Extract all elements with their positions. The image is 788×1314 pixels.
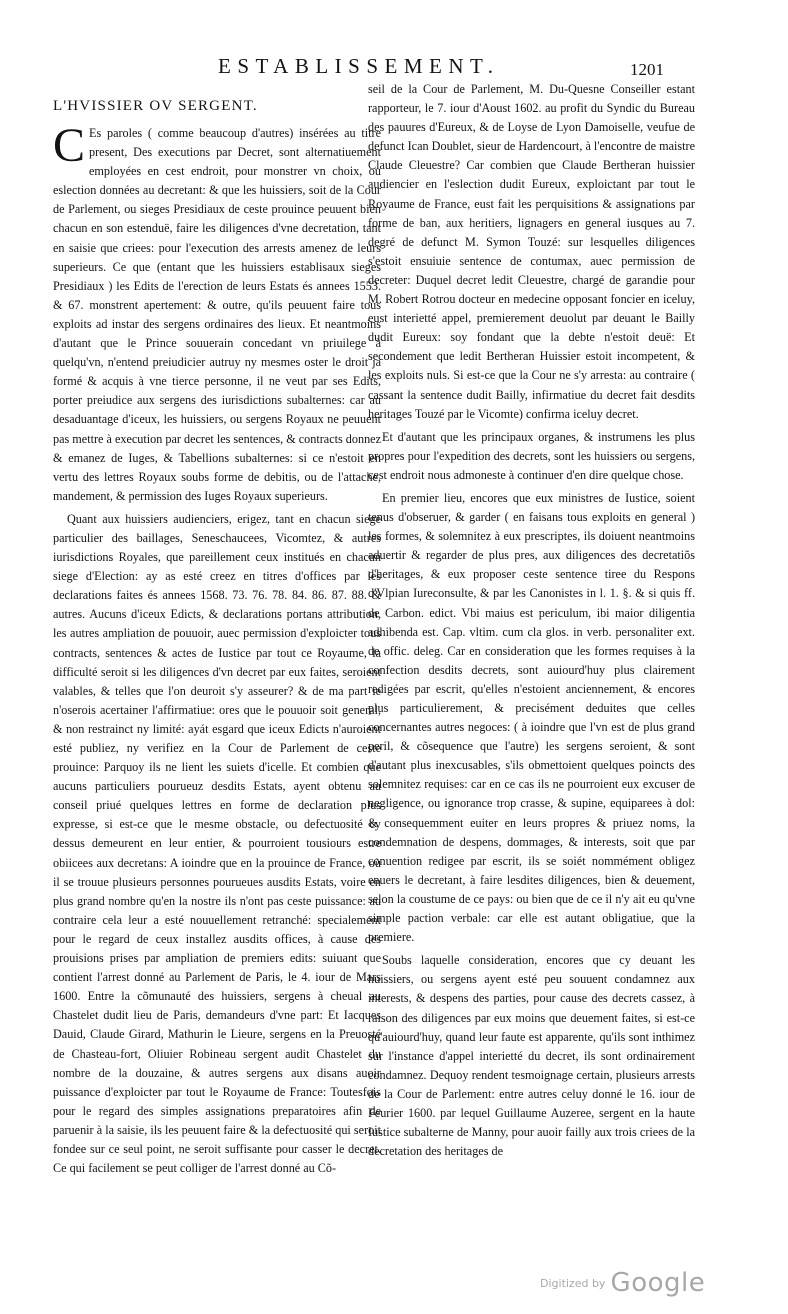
paragraph: Soubs laquelle consideration, encores que cy deuant les huissiers, ou sergens ayent esté peu souuent condamnez aux interests, & despens des parties, pour cause des decrets cassez, à raison des diligences par eux moins que deuement faites, si est-ce qu'auiourd'huy, quand leur faute est apparente, qu'ils sont inthimez sur l'instance d'appel interietté du decret, ils sont ordinairement condamnez. Dequoy rendent tesmoignage certain, plusieurs arrests de la Cour de Parlement: entre autres celuy donné le 16. iour de Feurier 1600. par lequel Guillaume Auzeree, sergent en la haute Iustice subalterne de Manny, pour auoir failly aux trois criees de la decretation des heritages de	[368, 953, 695, 1159]
paragraph: seil de la Cour de Parlement, M. Du-Quesne Conseiller estant rapporteur, le 7. iour d'Aoust 1602. au profit du Syndic du Bureau des pauures d'Eureux, & de Loyse de Lyon Damoiselle, veufue de defunct Ican Doublet, sieur de Hardencourt, à l'encontre de maistre Claude Cleuestre? Car combien que Claude Bertheran huissier audiencier en l'eslection dudit Eureux, exploictant par tout le Royaume de France, eust fait les perquisitions & assignations par forme de ban, aux heritiers, lignagers en general iusques au 7. degré de defunct M. Symon Touzé: sur lesquelles diligences s'estoit ensuiuie sentence de contumax, auec permission de decreter: Duquel decret ledit Cleuestre, chargé de garandie pour M. Robert Rotrou docteur en medecine opposant foncier en iceluy, eust interietté appel, premierement deuolut par deuant le Bailly dudit Eureux: soy fondant que la debte n'estoit deuë: Et secondement que ledit Bertheran Huissier estoit incompetent, & les exploits nuls. Si est-ce que la Cour ne s'y arresta: au contraire ( cassant la sentence dudit Bailly, infirmatiue du decret fait desdits heritages Touzé par le Vicomte) confirma iceluy decret.	[368, 82, 695, 421]
watermark-prefix: Digitized by	[540, 1277, 606, 1290]
left-column	[53, 96, 381, 1178]
paragraph: En premier lieu, encores que eux ministres de Iustice, soient tenus d'obseruer, & garder ( en faisans tous exploits en general ) les formes, & solemnitez à eux prescriptes, ils doiuent neantmoins aduertir & regarder de plus pres, aux diligences des decretatiõs d'heritages, & eux proposer ceste sentence tiree du Respons d'Vlpian Iureconsulte, & par les Canonistes in l. 1. §. & si quis ff. de Carbon. edict. Vbi maius est periculum, ibi maior diligentia adhibenda est. Cap. vltim. cum cla glos. in verb. personaliter ext. de offic. deleg. Car en consideration que les formes requises à la confection desdits decrets, sont auiourd'huy plus clairement redigées par escrit, qu'elles n'estoient anciennement, & encores plus particulierement, & precisément deduites que celles concernantes autres negoces: ( à ioindre que l'vn est de plus grand peril, & cõsequence que l'autre) les sergens seroient, & sont d'autant plus inexcusables, s'ils obmettoient quelques poincts des solemnitez requises: car en ce cas ils ne pourroient eux excuser de negligence, ou ignorance trop crasse, & supine, equiparees à dol: & consequemment euiter en leurs propres & priuez noms, la condemnation de despens, dommages, & interests, soit que par conuention redigee par escrit, ils se soiét nommément obligez enuers le decretant, à faire lesdites diligences, bien & deuement, selon la coustume de ce pays: ou bien que de ce il n'y ait eu qu'vne simple paction verbale: car elle est autant obligatiue, que la premiere.	[368, 490, 695, 945]
paragraph: Quant aux huissiers audienciers, erigez, tant en chacun siege particulier des baillages, Seneschaucees, Vicomtez, & autres iurisdictions Royales, que pareillement ceux institués en chacun siege d'Election: ay as esté creez en titres d'offices par les declarations faites és annees 1568. 73. 76. 78. 84. 86. 87. 88. & autres. Aucuns d'iceux Edicts, & declarations portans attribution, les autres ampliation de pouuoir, auec permission d'exploicter tous contracts, sentences & actes de Iustice par tout ce Royaume, la difficulté seroit si les diligences d'vn decret par eux faites, seroient valables, & telles que l'on deuroit s'y asseurer? & de ma part ie n'oserois acertainer l'affirmatiue: ores que le pouuoir soit general, & non restrainct ny limité: ayát esgard que iceux Edicts n'auroient esté publiez, ny verifiez en la Cour de Parlement de ceste prouince: Parquoy ils ne lient les suiets d'icelle. Et combien que aucuns particuliers pourueuz desdits Estats, ayent obtenu au conseil priué quelques lettres en forme de declaration plus expresse, si est-ce que le mesme obstacle, ou defectuosité cy dessus demeurent en leur entier, & pourroient tousiours estre obiicees aux decretans: A ioindre que en la prouince de France, où il se trouue plusieurs personnes pourueues ausdits Estats, voire en plus grand nombre qu'en la nostre ils n'ont pas ceste puissance: au contraire cela leur a esté nouuellement retranché: specialement pour le regard de ceux installez ausdits offices, à cause des prouisions prises par ampliation de premiers edits: suiuant que contient l'arrest donné au Parlement de Paris, le 4. iour de Mars 1600. Entre la cõmunauté des huissiers, sergens à cheual au Chastelet dudit lieu de Paris, demandeurs d'vne part: Et Iacques Dauid, Claude Girard, Mathurin le Lieure, sergens en la Preuosté de Chasteau-fort, Oliuier Robineau sergent audit Chastelet du nombre de la douzaine, & autres sergens aux disans auoir puissance d'exploicter par tout le Royaume de France: Toutesfois pour le regard des simples assignations preparatoires afin de paruenir à la saisie, ils les peuuent faire & la defectuosité qui seroit fondee sur ce seul point, ne seroit suffisante pour casser le decret. Ce qui facilement se peut colliger de l'arrest donné au Cõ-	[53, 511, 381, 1176]
section-heading: L'HVISSIER OV SERGENT.	[53, 98, 258, 114]
paragraph: Et d'autant que les principaux organes, & instrumens les plus propres pour l'expedition des decrets, sont les huissiers ou sergens, cest endroit nous admoneste à continuer d'en dire quelque chose.	[368, 429, 695, 482]
page-number: 1201	[630, 60, 664, 79]
paragraph-text: Es paroles ( comme beaucoup d'autres) insérées au titre present, Des executions par Decret, sont alternatiuement employées en cest endroit, pour monstrer vn choix, ou eslection données au decretant: & que les huissiers, soit de la Cour de Parlement, ou sieges Presidiaux de ceste prouince peuuent bien chacun en son estenduë, faire les diligences d'vne decretation, tant en saisie que criees: pour l'execution des arrests amenez de leurs superieurs. Ce que (entant que les huissiers establisaux sieges Presidiaux ) les Edits de l'erection de leurs Estats és annees 1553. & 67. monstrent apertement: & outre, qu'ils peuuent faire tous exploits ad instar des sergens ordinaires des lieux. Et neantmoins d'autant que le Prince souuerain concedant vn priuilege à quelqu'vn, n'entend preiudicier autruy ny mesmes oster le droit ja formé & acquis à vne tierce personne, il ne veut par ses Edits, porter preiudice aux sergens des iurisdictions subalternes: car au desaduantage d'iceux, les huissiers, ou sergens Royaux ne peuuent pas mettre à execution par decret les sentences, & contracts donnez & emanez de Iuges, & Tabellions subalternes: si ce n'estoit en vertu des lettres Royaux soubs forme de debitis, ou de l'attache, mandement, & permission des Iuges Royaux superieurs.	[53, 126, 381, 503]
paragraph	[53, 119, 381, 506]
digitized-watermark	[540, 1268, 705, 1298]
running-title: ESTABLISSEMENT.	[218, 54, 500, 78]
watermark-brand: Google	[610, 1268, 706, 1298]
drop-capital: C	[53, 119, 86, 172]
right-column	[368, 80, 695, 1161]
